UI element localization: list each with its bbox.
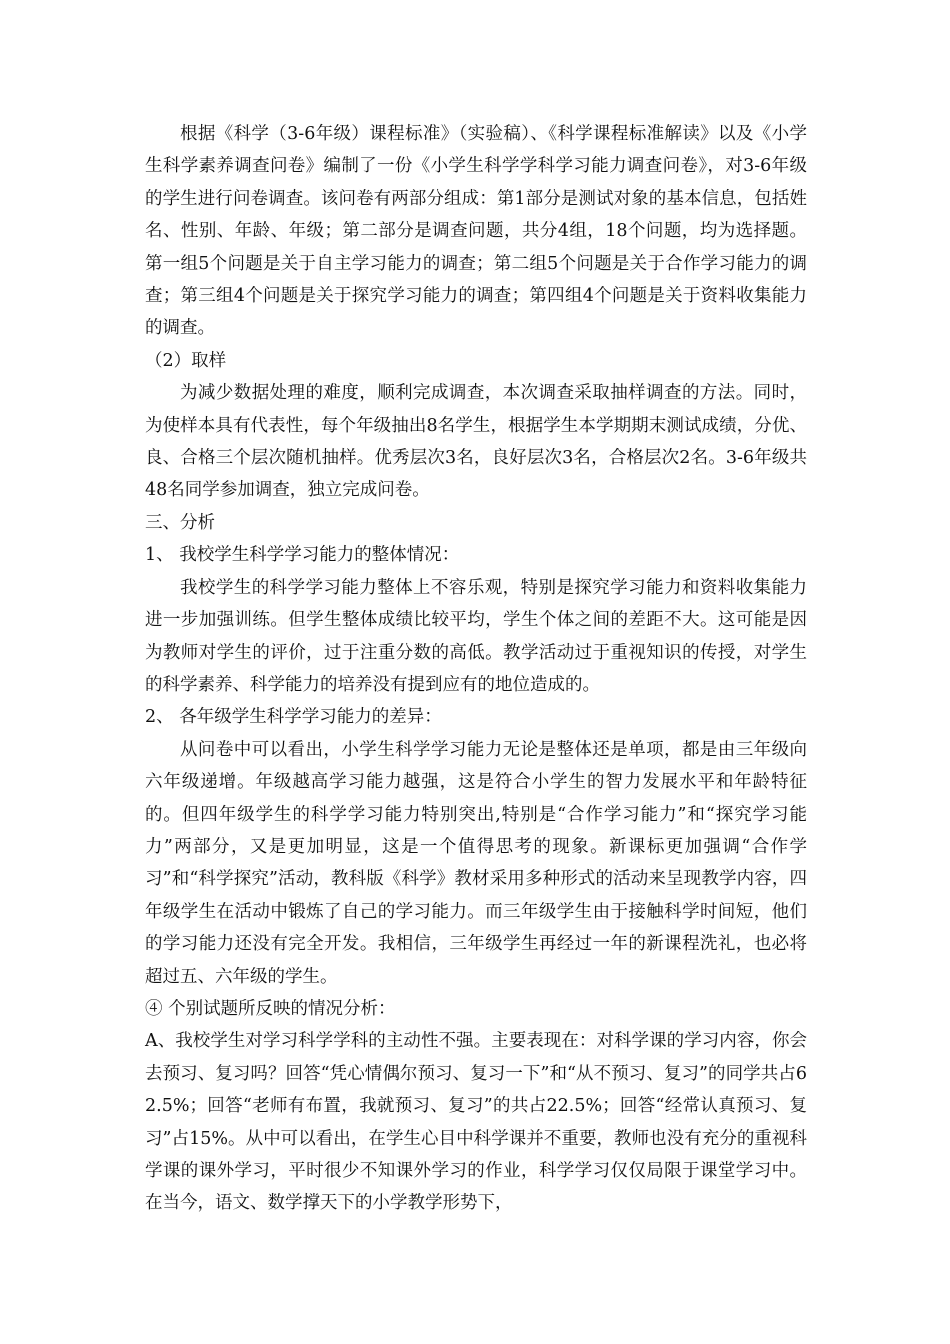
heading-analysis: 三、分析	[145, 512, 215, 533]
paragraph-overall: 我校学生的科学学习能力整体上不容乐观，特别是探究学习能力和资料收集能力进一步加强训练。但学生整体成绩比较平均，学生个体之间的差距不大。这可能是因为教师对学生的评价，过于注重分数的高低。教学活动过于重视知识的传授，对学生的科学素养、科学能力的培养没有提到应有的地位造成的。	[145, 577, 807, 695]
paragraph-intro: 根据《科学（3-6年级）课程标准》（实验稿）、《科学课程标准解读》以及《小学生科学素养调查问卷》编制了一份《小学生科学学科学习能力调查问卷》，对3-6年级的学生进行问卷调查。该问卷有两部分组成：第1部分是测试对象的基本信息，包括姓名、性别、年龄、年级；第二部分是调查问题，共分4组，18个问题，均为选择题。第一组5个问题是关于自主学习能力的调查；第二组5个问题是关于合作学习能力的调查；第三组4个问题是关于探究学习能力的调查；第四组4个问题是关于资料收集能力的调查。	[145, 124, 807, 339]
paragraph-sampling: 为减少数据处理的难度，顺利完成调查，本次调查采取抽样调查的方法。同时，为使样本具有代表性，每个年级抽出8名学生，根据学生本学期期末测试成绩，分优、良、合格三个层次随机抽样。优秀层次3名，良好层次3名，合格层次2名。3-6年级共48名同学参加调查，独立完成问卷。	[145, 383, 807, 501]
paragraph-item-a: A、我校学生对学习科学学科的主动性不强。主要表现在：对科学课的学习内容，你会去预习、复习吗？回答“凭心情偶尔预习、复习一下”和“从不预习、复习”的同学共占62.5%；回答“老师有布置，我就预习、复习”的共占22.5%；回答“经常认真预习、复习”占15%。从中可以看出，在学生心目中科学课并不重要，教师也没有充分的重视科学课的课外学习，平时很少不知课外学习的作业，科学学习仅仅局限于课堂学习中。在当今，语文、数学撑天下的小学教学形势下，	[145, 1031, 807, 1214]
document-page	[145, 118, 807, 1220]
heading-grade-differences: 2、 各年级学生科学学习能力的差异：	[145, 707, 442, 728]
heading-sampling: （2）取样	[145, 350, 227, 371]
heading-item-analysis: ④ 个别试题所反映的情况分析：	[145, 998, 396, 1019]
heading-overall: 1、 我校学生科学学习能力的整体情况：	[145, 545, 460, 566]
paragraph-grade-differences: 从问卷中可以看出，小学生科学学习能力无论是整体还是单项，都是由三年级向六年级递增。年级越高学习能力越强，这是符合小学生的智力发展水平和年龄特征的。但四年级学生的科学学习能力特别突出,特别是“合作学习能力”和“探究学习能力”两部分，又是更加明显，这是一个值得思考的现象。新课标更加强调“合作学习”和“科学探究”活动，教科版《科学》教材采用多种形式的活动来呈现教学内容，四年级学生在活动中锻炼了自己的学习能力。而三年级学生由于接触科学时间短，他们的学习能力还没有完全开发。我相信，三年级学生再经过一年的新课程洗礼，也必将超过五、六年级的学生。	[145, 739, 807, 987]
